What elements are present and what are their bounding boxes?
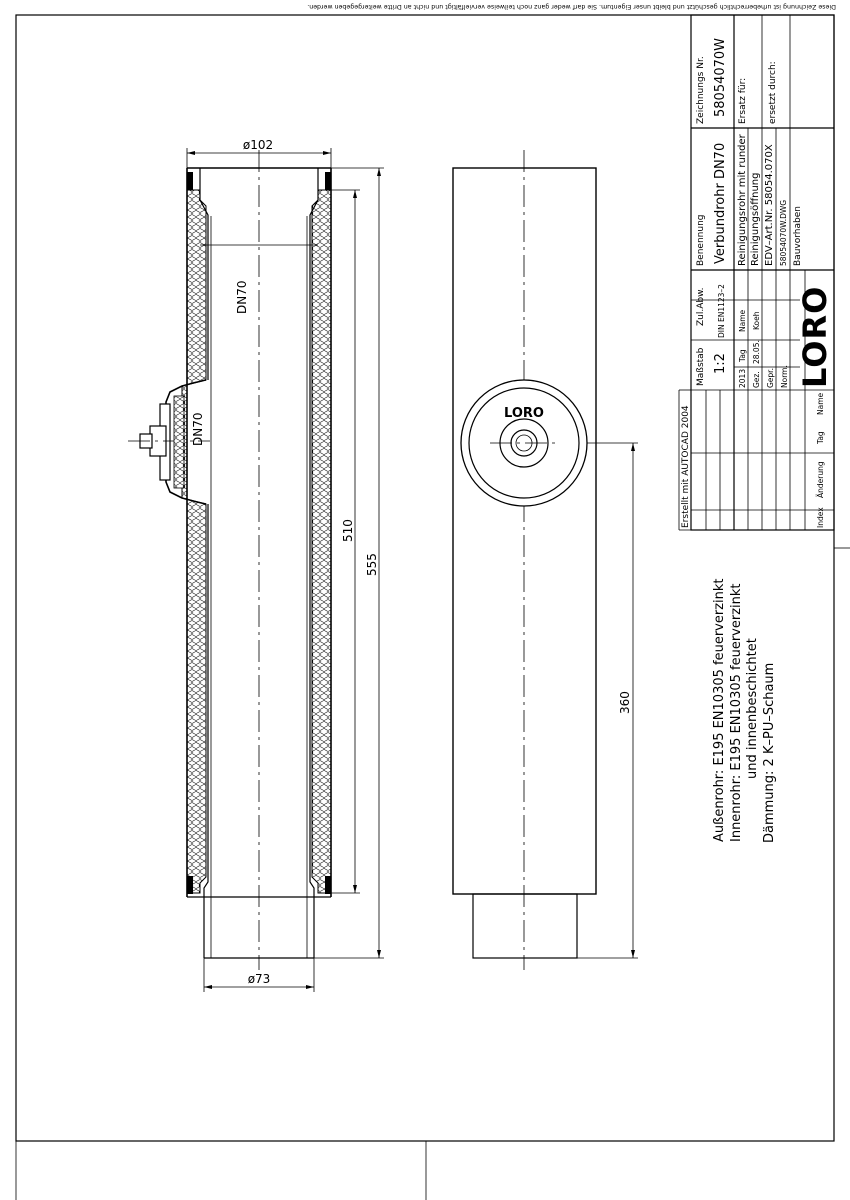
note-outer-pipe: Außenrohr: E195 EN10305 feuerverzinkt: [712, 578, 727, 842]
rev-name-label: Name: [816, 392, 825, 415]
copyright-notice: Diese Zeichnung ist urheberrechtlich geschützt und bleibt unser Eigentum. Sie darf weder ganz noch teilweise vervielfältigt und nicht an Dritte weitergegeben werden.: [307, 3, 836, 10]
rev-index-label: Index: [816, 507, 825, 528]
side-outer-pipe: [453, 168, 596, 894]
dim-length-555: 555: [365, 553, 379, 576]
rev-tag-label: Tag: [816, 431, 825, 444]
note-coating: und innenbeschichtet: [745, 638, 760, 779]
description-line-1: Reinigungsrohr mit runder: [737, 134, 748, 266]
bauvorhaben-label: Bauvorhaben: [793, 206, 803, 266]
band-bottom-left: [187, 876, 193, 894]
zeichnungs-nr: 58054070W: [713, 37, 728, 117]
created-with: Erstellt mit AUTOCAD 2004: [681, 405, 691, 528]
band-bottom-right: [325, 876, 331, 894]
description-line-2: Reinigungsöffnung: [750, 172, 761, 266]
title-block: [679, 15, 834, 530]
benennung: Verbundrohr DN70: [713, 142, 728, 264]
name-label: Name: [738, 309, 747, 332]
norm-label: Norm.: [780, 365, 789, 388]
insulation-right: [312, 190, 331, 893]
section-view: [128, 138, 384, 992]
dim-dn-branch: DN70: [191, 412, 205, 446]
note-insulation: Dämmung: 2 K–PU–Schaum: [762, 662, 777, 843]
ersatz-fuer-label: Ersatz für:: [738, 77, 748, 124]
gez-label: Gez.: [752, 371, 761, 388]
title-block-logo: LORO: [796, 285, 834, 388]
gez-name: Koeh: [752, 311, 761, 330]
opening-logo: LORO: [504, 406, 544, 421]
year: 2013: [738, 368, 747, 388]
edv-article-number: EDV–Art.Nr. 58054.070X: [764, 144, 775, 266]
band-top-right: [325, 172, 331, 190]
dim-length-360: 360: [618, 691, 632, 714]
rev-aenderung-label: Änderung: [816, 461, 825, 498]
gepr-label: Gepr.: [766, 368, 775, 388]
insulation-left: [182, 190, 206, 893]
side-view: [453, 150, 638, 970]
drawing-frame: [16, 15, 834, 1141]
massstab: 1:2: [713, 353, 728, 374]
dim-dn-main: DN70: [235, 280, 249, 314]
opening-outer-circle: [461, 380, 587, 506]
zeichnungs-nr-label: Zeichnungs Nr.: [696, 56, 706, 124]
branch-seal: [174, 396, 184, 488]
band-top-left: [187, 172, 193, 190]
norm-reference: DIN EN1123–2: [717, 284, 726, 338]
dim-inner-diameter: ø73: [247, 972, 271, 986]
note-inner-pipe: Innenrohr: E195 EN10305 feuerverzinkt: [729, 583, 744, 842]
massstab-label: Maßstab: [696, 347, 706, 386]
dim-outer-diameter: ø102: [242, 138, 274, 152]
dwg-filename: 58054070W.DWG: [779, 199, 788, 266]
dim-length-510: 510: [341, 519, 355, 542]
zul-abw-label: Zul.Abw.: [696, 287, 706, 326]
gez-tag: 28.05.: [752, 340, 761, 364]
tag-label: Tag: [738, 349, 747, 362]
side-spigot: [473, 894, 577, 958]
benennung-label: Benennung: [696, 214, 706, 266]
ersetzt-durch-label: ersetzt durch:: [768, 61, 778, 124]
material-notes: [712, 578, 777, 843]
